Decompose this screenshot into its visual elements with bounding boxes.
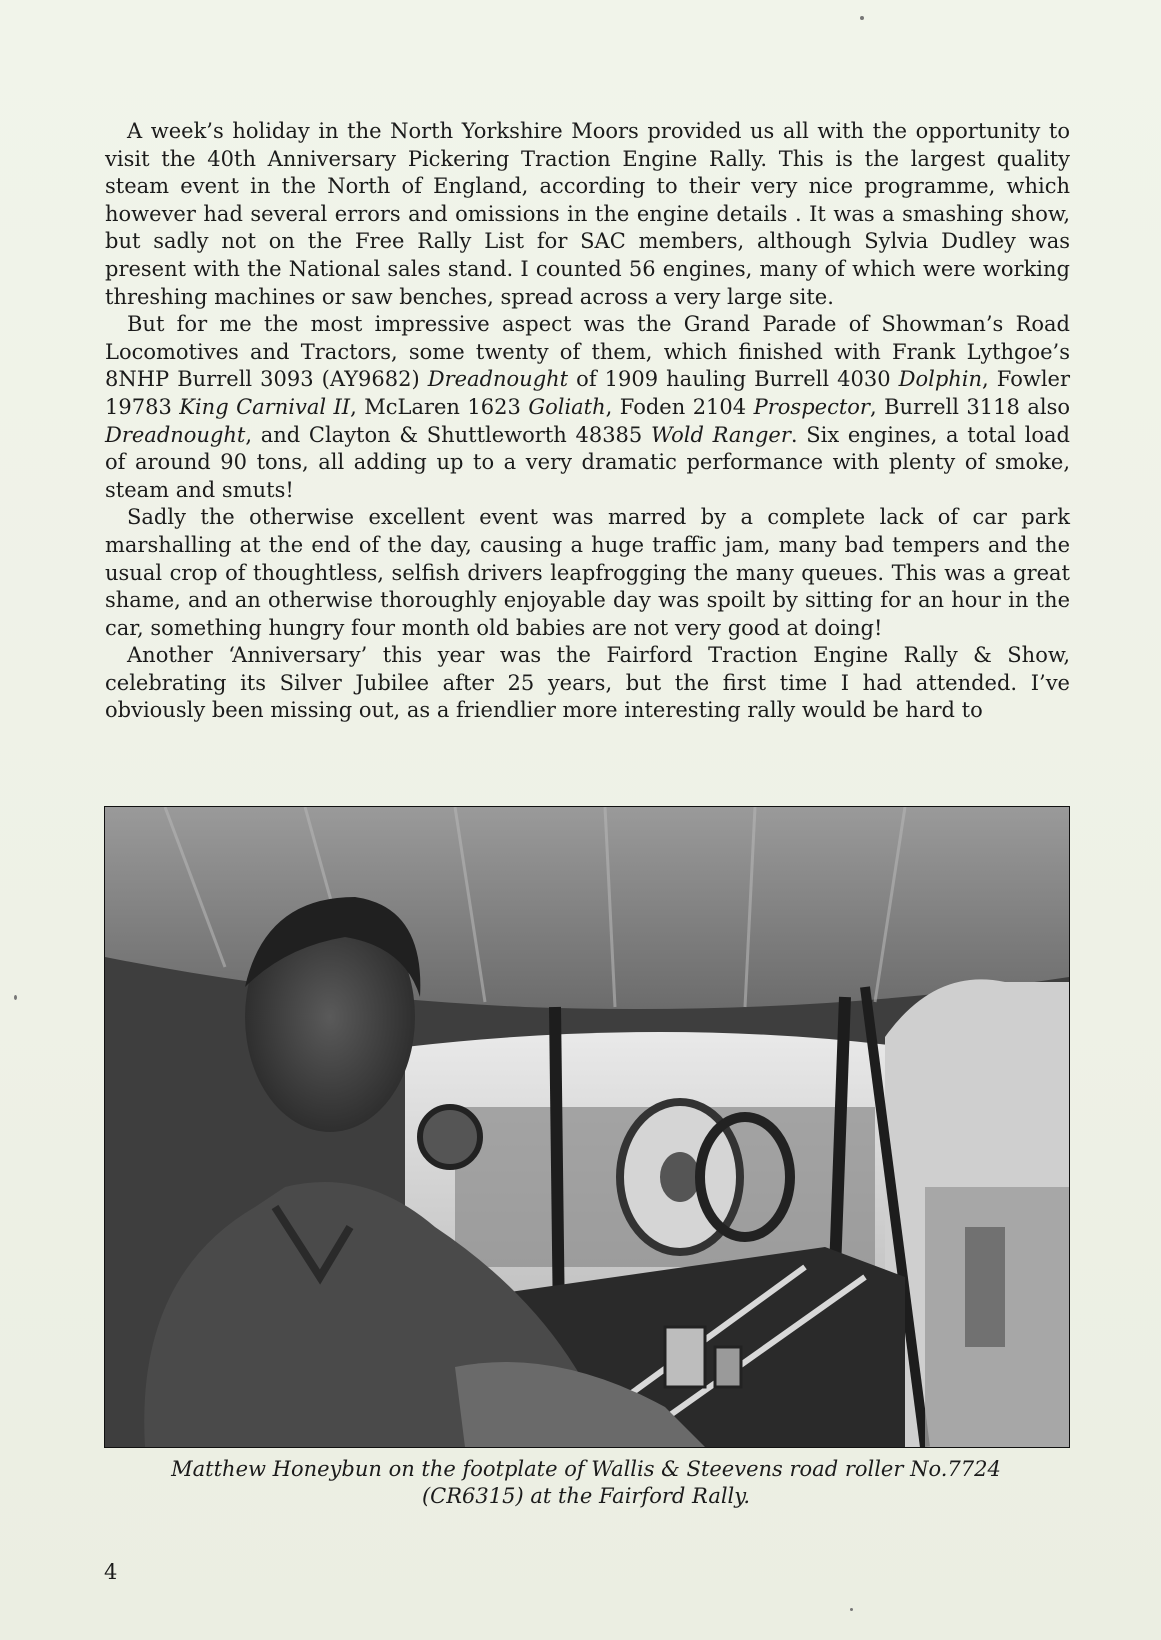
text-run: But for me the most impressive aspect was the Grand Parade of Showman’s Road Locomotives and Tractors, some twenty of them, which finished with Frank Lythgoe’s 8NHP Burrell 3093 (AY9682): [105, 312, 1070, 392]
text-run: of 1909 hauling Burrell 4030: [568, 367, 899, 392]
text-run: , Fowler 19783: [105, 367, 1071, 419]
engine-name: King Carnival II: [179, 394, 351, 419]
text-run: , Foden 2104: [605, 394, 754, 419]
paragraph: [105, 642, 1070, 725]
engine-name: Wold Ranger: [650, 422, 791, 447]
text-run: Another ‘Anniversary’ this year was the Fairford Traction Engine Rally & Show, celebrating its Silver Jubilee after 25 years, but the first time I had attended. I’ve obviously been missing out, as a friendlier more interesting rally would be hard to: [105, 643, 1070, 723]
engine-photo: [104, 806, 1070, 1448]
caption-line: Matthew Honeybun on the footplate of Wallis & Steevens road roller No.7724: [171, 1457, 1001, 1481]
engine-name: Dreadnought: [105, 422, 246, 447]
paragraph: [105, 504, 1070, 642]
engine-name: Prospector: [753, 394, 870, 419]
text-run: , and Clayton & Shuttleworth 48385: [245, 422, 651, 447]
photo-illustration: [105, 807, 1069, 1447]
paragraph: [105, 118, 1070, 311]
paper-speck: [850, 1608, 853, 1611]
text-run: . Six engines, a total load of around 90 tons, all adding up to a very dramatic performance with plenty of smoke, steam and smuts!: [105, 422, 1070, 502]
page-number: 4: [104, 1560, 118, 1584]
article-body: [105, 118, 1070, 725]
paragraph: [105, 311, 1070, 504]
photo-caption: [104, 1456, 1068, 1510]
paper-speck: [860, 16, 864, 20]
paper-speck: [14, 995, 17, 1000]
text-run: , McLaren 1623: [350, 394, 529, 419]
text-run: , Burrell 3118 also: [869, 394, 1070, 419]
engine-name: Dreadnought: [427, 367, 569, 392]
caption-line: (CR6315) at the Fairford Rally.: [421, 1484, 751, 1508]
engine-name: Dolphin: [898, 367, 983, 392]
engine-name: Goliath: [528, 394, 606, 419]
text-run: Sadly the otherwise excellent event was marred by a complete lack of car park marshalling at the end of the day, causing a huge traffic jam, many bad tempers and the usual crop of thoughtless, selfish drivers leapfrogging the many queues. This was a great shame, and an otherwise thoroughly enjoyable day was spoilt by sitting for an hour in the car, something hungry four month old babies are not very good at doing!: [105, 505, 1070, 640]
text-run: A week’s holiday in the North Yorkshire Moors provided us all with the opportunity to visit the 40th Anniversary Pickering Traction Engine Rally. This is the largest quality steam event in the North of England, according to their very nice programme, which however had several errors and omissions in the engine details . It was a smashing show, but sadly not on the Free Rally List for SAC members, although Sylvia Dudley was present with the National sales stand. I counted 56 engines, many of which were working threshing machines or saw benches, spread across a very large site.: [105, 119, 1070, 309]
